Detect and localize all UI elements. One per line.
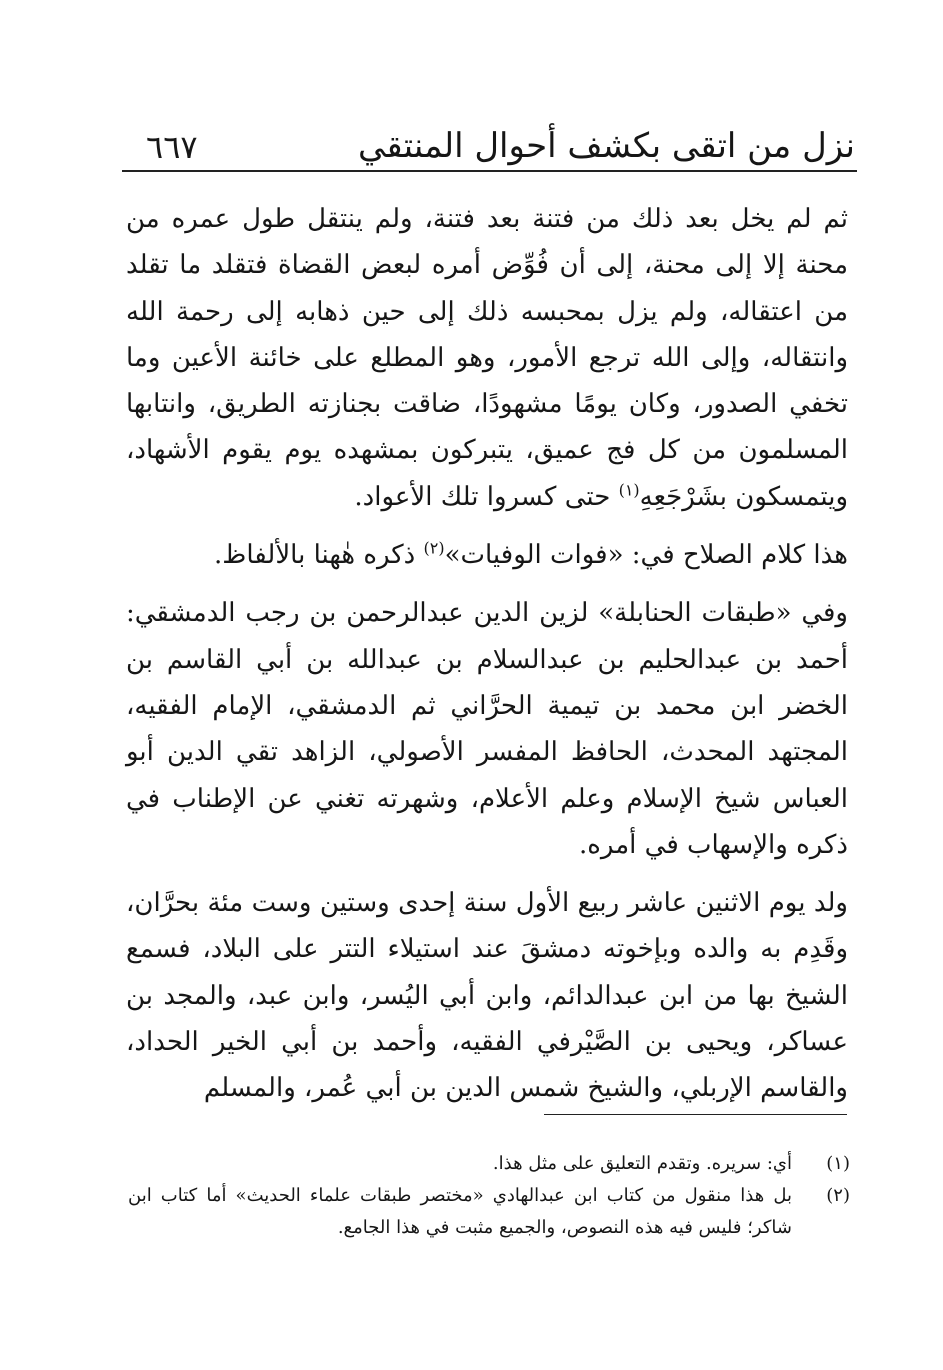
footnotes <box>128 1148 850 1244</box>
paragraph-1-text: ثم لم يخل بعد ذلك من فتنة بعد فتنة، ولم ينتقل طول عمره من محنة إلا إلى محنة، إلى أن فُوِّض أمره لبعض القضاة فتقلد ما تقلد من اعتقاله، ولم يزل بمحبسه ذلك إلى حين ذهابه إلى رحمة الله وانتقاله، وإلى الله ترجع الأمور، وهو المطلع على خائنة الأعين وما تخفي الصدور، وكان يومًا مشهودًا، ضاقت بجنازته الطريق، وانتابها المسلمون من كل فج عميق، يتبركون بمشهده يوم يقوم الأشهاد، ويتمسكون بشَرْجَعِهِ <box>126 204 848 512</box>
paragraph-2-text: هذا كلام الصلاح في: «فوات الوفيات» <box>444 540 848 571</box>
paragraph-1 <box>126 196 848 520</box>
running-title: نزل من اتقى بكشف أحوال المنتقي <box>358 126 855 166</box>
footnote-1 <box>128 1148 850 1180</box>
header-rule <box>122 170 857 172</box>
paragraph-2-tail: ذكره هٰهنا بالألفاظ. <box>214 540 424 571</box>
footnote-1-text: أي: سريره. وتقدم التعليق على مثل هذا. <box>492 1153 792 1174</box>
footnote-2 <box>128 1180 850 1244</box>
footnote-2-text: بل هذا منقول من كتاب ابن عبدالهادي «مختصر طبقات علماء الحديث» أما كتاب ابن شاكر؛ فليس فيه هذه النصوص، والجميع مثبت في هذا الجامع. <box>128 1185 792 1238</box>
footnote-ref-1: (١) <box>618 480 640 500</box>
running-header <box>122 124 855 170</box>
paragraph-2 <box>126 532 848 578</box>
footnote-1-number: (١) <box>826 1153 850 1174</box>
page-number: ٦٦٧ <box>146 128 198 166</box>
paragraph-1-tail: حتى كسروا تلك الأعواد. <box>354 481 619 512</box>
body-text <box>126 196 848 1112</box>
paragraph-4: ولد يوم الاثنين عاشر ربيع الأول سنة إحدى وستين وست مئة بحرَّان، وقَدِم به والده وبإخوته دمشقَ عند استيلاء التتر على البلاد، فسمع الشيخ بها من ابن عبدالدائم، وابن أبي اليُسر، وابن عبد، والمجد بن عساكر، ويحيى بن الصَّيْرفي الفقيه، وأحمد بن أبي الخير الحداد، والقاسم الإربلي، والشيخ شمس الدين بن أبي عُمر، والمسلم <box>126 888 848 1104</box>
footnote-rule <box>544 1114 847 1115</box>
footnote-2-number: (٢) <box>826 1185 850 1206</box>
paragraph-3: وفي «طبقات الحنابلة» لزين الدين عبدالرحمن بن رجب الدمشقي: أحمد بن عبدالحليم بن عبدالسلام بن عبدالله بن أبي القاسم بن الخضر ابن محمد بن تيمية الحرَّاني ثم الدمشقي، الإمام الفقيه، المجتهد المحدث، الحافظ المفسر الأصولي، الزاهد تقي الدين أبو العباس شيخ الإسلام وعلم الأعلام، وشهرته تغني عن الإطناب في ذكره والإسهاب في أمره. <box>126 598 848 860</box>
footnote-ref-2: (٢) <box>423 538 445 558</box>
